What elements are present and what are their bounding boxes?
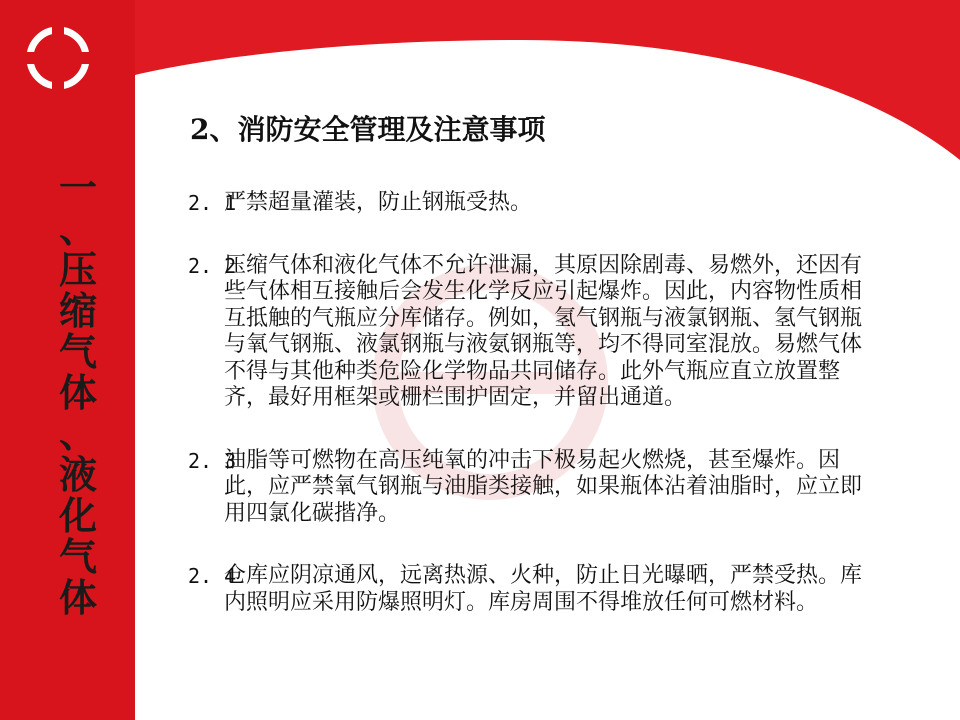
item-number: 2. 3	[188, 448, 237, 473]
sidebar-title-char: 体	[58, 371, 97, 415]
item-text: 油脂等可燃物在高压纯氧的冲击下极易起火燃烧，甚至爆炸。因此，应严禁氧气钢瓶与油脂类接触，如果瓶体沾着油脂时，应立即用四氯化碳揩净。	[224, 447, 863, 526]
sidebar-title-char: 、	[58, 412, 97, 456]
sidebar-title-char: 体	[58, 576, 97, 620]
sidebar-title-char: 气	[58, 330, 97, 374]
sidebar-vertical-title	[50, 168, 106, 619]
item-text: 严禁超量灌装，防止钢瓶受热。	[224, 190, 533, 215]
list-item	[188, 190, 868, 217]
list-item	[188, 563, 868, 616]
list-item	[188, 448, 868, 528]
item-number: 2. 1	[188, 191, 237, 215]
sidebar-title-char: 压	[58, 248, 97, 292]
item-number: 2. 2	[188, 253, 237, 278]
item-text: 压缩气体和液化气体不允许泄漏，其原因除剧毒、易燃外，还因有些气体相互接触后会发生化学反应引起爆炸。因此，内容物性质相互抵触的气瓶应分库储存。例如，氢气钢瓶与液氯钢瓶、氢气钢瓶与氧气钢瓶、液氯钢瓶与液氨钢瓶等，均不得同室混放。易燃气体不得与其他种类危险化学物品共同储存。此外气瓶应直立放置整齐，最好用框架或栅栏围护固定，并留出通道。	[224, 252, 863, 410]
sidebar-title-char: 液	[58, 453, 97, 497]
item-text: 仓库应阴凉通风，远离热源、火种，防止日光曝晒，严禁受热。库内照明应采用防爆照明灯。库房周围不得堆放任何可燃材料。	[224, 563, 863, 615]
sidebar-title-char: 缩	[58, 289, 97, 333]
list-item	[188, 253, 868, 412]
content-list	[188, 190, 868, 652]
item-number: 2. 4	[188, 564, 237, 588]
sidebar-title-char: 、	[58, 207, 97, 251]
sidebar-title-char: 一	[58, 166, 97, 210]
sidebar-title-char: 气	[58, 535, 97, 579]
sidebar-title-char: 化	[58, 494, 97, 538]
slide-heading: 2、消防安全管理及注意事项	[190, 113, 546, 146]
